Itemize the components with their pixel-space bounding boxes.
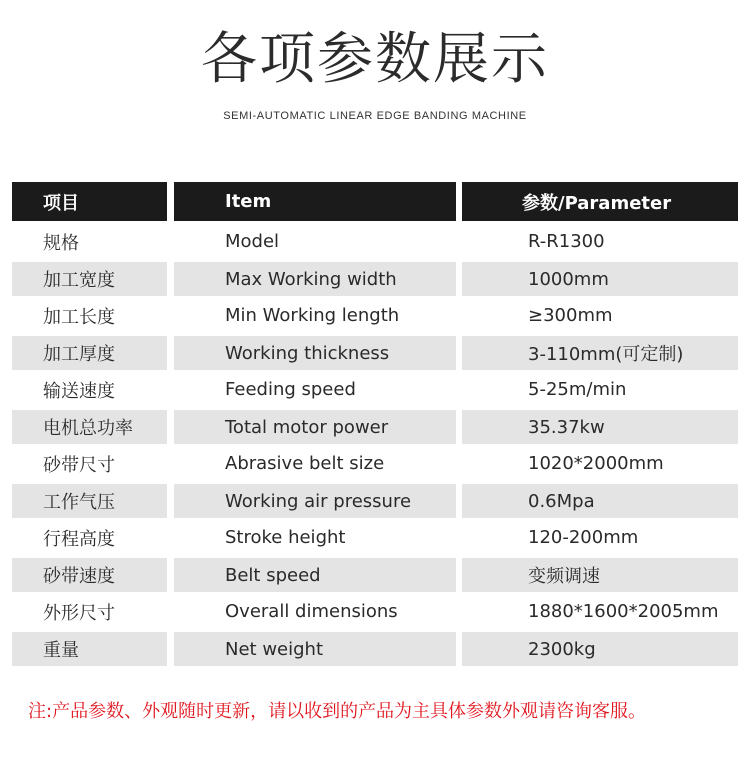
column-header-item: Item xyxy=(174,182,456,221)
param-name-cn: 外形尺寸 xyxy=(43,602,115,624)
param-name-cn: 电机总功率 xyxy=(12,410,167,444)
table-row xyxy=(12,371,738,408)
table-row xyxy=(12,334,738,371)
param-name-en: Working thickness xyxy=(174,336,456,370)
param-name-en: Total motor power xyxy=(174,410,456,444)
param-name-en: Abrasive belt size xyxy=(225,453,385,474)
table-body xyxy=(12,223,738,667)
param-name-en: Max Working width xyxy=(174,262,456,296)
table-row xyxy=(12,223,738,260)
param-name-en: Net weight xyxy=(174,632,456,666)
param-name-en: Working air pressure xyxy=(174,484,456,518)
param-value: 变频调速 xyxy=(462,558,738,592)
table-row xyxy=(12,445,738,482)
param-value: 2300kg xyxy=(462,632,738,666)
param-name-en: Feeding speed xyxy=(225,379,356,400)
param-name-cn: 加工长度 xyxy=(43,306,115,328)
table-row xyxy=(12,297,738,334)
param-name-en: Overall dimensions xyxy=(225,601,398,622)
param-name-cn: 重量 xyxy=(12,632,167,666)
param-name-cn: 加工宽度 xyxy=(12,262,167,296)
param-name-cn: 工作气压 xyxy=(12,484,167,518)
param-value: 1880*1600*2005mm xyxy=(528,601,719,622)
param-value: ≥300mm xyxy=(528,305,613,326)
parameter-table xyxy=(12,182,738,667)
param-name-en: Belt speed xyxy=(174,558,456,592)
table-row xyxy=(12,630,738,667)
param-value: 1000mm xyxy=(462,262,738,296)
param-name-cn: 输送速度 xyxy=(43,380,115,402)
param-value: R-R1300 xyxy=(528,231,605,252)
table-row xyxy=(12,408,738,445)
column-header-cn: 项目 xyxy=(12,182,167,221)
param-value: 1020*2000mm xyxy=(528,453,664,474)
page-subtitle: SEMI-AUTOMATIC LINEAR EDGE BANDING MACHINE xyxy=(223,110,527,122)
param-value: 3-110mm(可定制) xyxy=(462,336,738,370)
table-row xyxy=(12,260,738,297)
param-name-en: Model xyxy=(225,231,280,252)
param-value: 120-200mm xyxy=(528,527,639,548)
table-row xyxy=(12,593,738,630)
table-row xyxy=(12,556,738,593)
footer-note: 注:产品参数、外观随时更新，请以收到的产品为主具体参数外观请咨询客服。 xyxy=(28,701,647,722)
param-name-cn: 砂带尺寸 xyxy=(43,454,115,476)
table-row xyxy=(12,482,738,519)
param-value: 5-25m/min xyxy=(528,379,627,400)
table-header-row xyxy=(12,182,738,221)
param-name-en: Min Working length xyxy=(225,305,400,326)
column-header-parameter: 参数/Parameter xyxy=(462,182,738,221)
param-name-cn: 规格 xyxy=(43,232,79,254)
table-row xyxy=(12,519,738,556)
param-value: 0.6Mpa xyxy=(462,484,738,518)
param-name-cn: 行程高度 xyxy=(43,528,115,550)
param-name-cn: 砂带速度 xyxy=(12,558,167,592)
param-name-en: Stroke height xyxy=(225,527,346,548)
param-value: 35.37kw xyxy=(462,410,738,444)
param-name-cn: 加工厚度 xyxy=(12,336,167,370)
page-title: 各项参数展示 xyxy=(201,27,549,92)
